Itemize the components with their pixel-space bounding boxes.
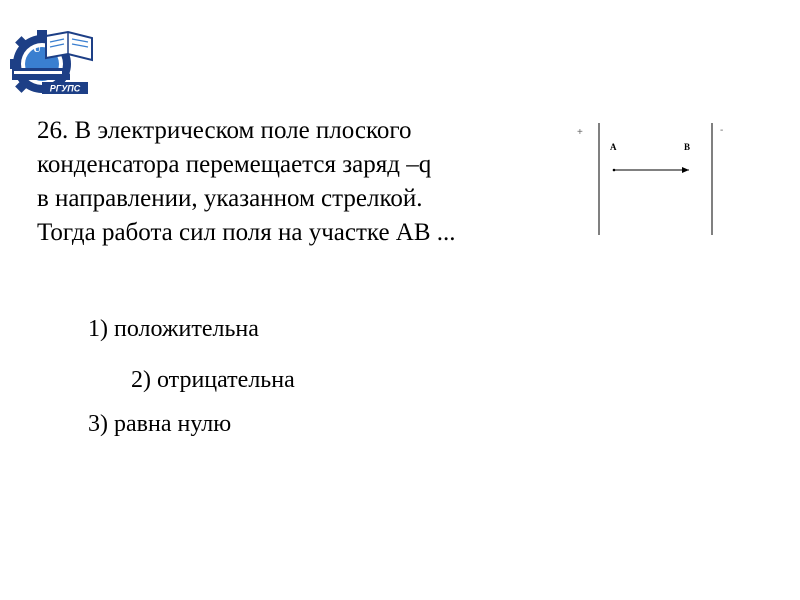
answer-option-2: 2) отрицательна bbox=[131, 367, 295, 393]
question-text bbox=[37, 114, 597, 250]
question-line: Тогда работа сил поля на участке AB ... bbox=[37, 219, 456, 246]
university-logo bbox=[6, 26, 98, 98]
answer-option-1: 1) положительна bbox=[88, 316, 259, 342]
question-line: 26. В электрическом поле плоского bbox=[37, 117, 412, 144]
arrow-head-icon bbox=[682, 167, 689, 173]
logo-letter: U bbox=[33, 43, 41, 55]
point-a-label: A bbox=[610, 142, 617, 152]
point-a-dot bbox=[613, 169, 616, 172]
question-line: конденсатора перемещается заряд –q bbox=[37, 151, 432, 178]
point-b-label: B bbox=[684, 142, 691, 152]
minus-sign: - bbox=[720, 125, 724, 136]
train-icon bbox=[12, 68, 70, 80]
answer-option-3: 3) равна нулю bbox=[88, 411, 232, 437]
plus-sign: + bbox=[577, 127, 583, 138]
question-line: в направлении, указанном стрелкой. bbox=[37, 185, 423, 212]
logo-text: РГУПС bbox=[49, 83, 81, 94]
capacitor-diagram bbox=[570, 118, 730, 244]
